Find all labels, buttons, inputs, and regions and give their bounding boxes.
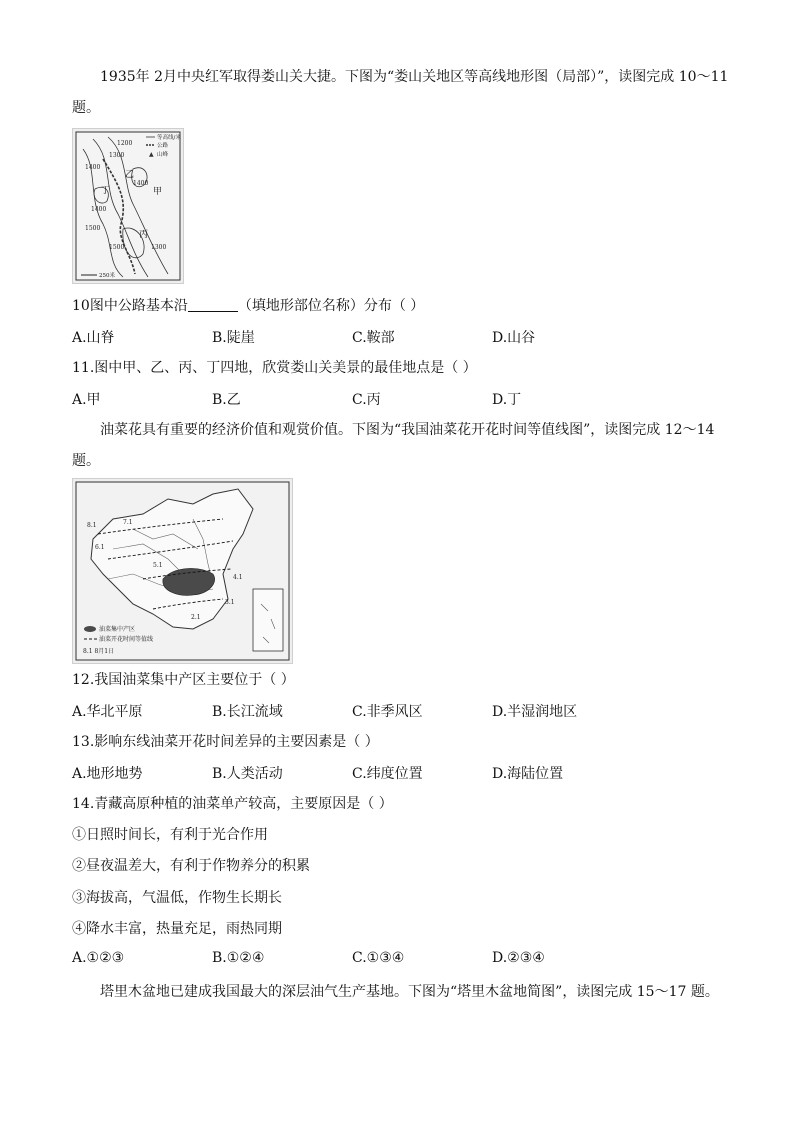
- intro-2-line-2: 题。: [72, 453, 100, 469]
- question-12-stem: 12.我国油菜集中产区主要位于（ ）: [72, 672, 295, 688]
- contour-label: 1200: [117, 140, 133, 147]
- contour-label: 1400: [85, 164, 101, 171]
- isoline-label: 5.1: [153, 562, 163, 569]
- isoline-label: 6.1: [95, 544, 105, 551]
- contour-map-figure: [72, 128, 184, 284]
- option-c: C.丙: [352, 392, 381, 408]
- contour-label: 1500: [109, 244, 125, 251]
- question-11-options: [72, 389, 672, 409]
- question-11-stem: 11.图中甲、乙、丙、丁四地，欣赏娄山关美景的最佳地点是（ ）: [72, 360, 477, 376]
- legend-contour-label: 等高线/米: [157, 135, 181, 141]
- option-a: A.华北平原: [72, 704, 143, 720]
- intro-2-line-1: 油菜花具有重要的经济价值和观赏价值。下图为“我国油菜花开花时间等值线图”，读图完成 12～14: [100, 422, 715, 438]
- option-a: A.①②③: [72, 950, 125, 966]
- option-d: D.丁: [492, 392, 522, 408]
- contour-label: 1400: [133, 180, 149, 187]
- place-label-ding: 丁: [101, 186, 111, 196]
- legend-zone-label: 油菜集中产区: [99, 626, 136, 633]
- question-14-item-4: ④降水丰富，热量充足，雨热同期: [72, 921, 282, 937]
- legend-isoline-label: 油菜开花时间等值线: [99, 636, 154, 643]
- contour-label: 1500: [85, 225, 101, 232]
- place-label-bing: 丙: [139, 230, 149, 240]
- question-13-options: [72, 763, 672, 783]
- question-14-item-1: ①日照时间长，有利于光合作用: [72, 827, 268, 843]
- option-c: C.非季风区: [352, 704, 423, 720]
- isoline-label: 8.1: [87, 522, 97, 529]
- question-14-item-2: ②昼夜温差大，有利于作物养分的积累: [72, 858, 310, 874]
- intro-1-line-1: 1935年 2月中央红军取得娄山关大捷。下图为“娄山关地区等高线地形图（局部）”，读图完成 10～11: [100, 69, 729, 85]
- question-14-stem: 14.青藏高原种植的油菜单产较高，主要原因是（ ）: [72, 796, 393, 812]
- option-a: A.地形地势: [72, 766, 143, 782]
- question-10-options: [72, 327, 672, 347]
- answer-blank: [188, 297, 238, 312]
- contour-map: [73, 129, 183, 283]
- option-d: D.海陆位置: [492, 766, 564, 782]
- isoline-label: 3.1: [225, 599, 235, 606]
- rapeseed-map: [73, 479, 292, 663]
- option-b: B.乙: [212, 392, 241, 408]
- intro-3-line-1: 塔里木盆地已建成我国最大的深层油气生产基地。下图为“塔里木盆地简图”，读图完成 15～17 题。: [100, 984, 719, 1000]
- option-d: D.②③④: [492, 950, 545, 966]
- question-14-options: [72, 950, 672, 970]
- contour-label: 1300: [151, 244, 167, 251]
- legend-example-label: 8.1 8月1日: [83, 648, 115, 655]
- svg-text:▲: ▲: [149, 151, 154, 158]
- option-a: A.山脊: [72, 330, 115, 346]
- legend-peak-label: 山峰: [157, 152, 169, 158]
- question-13-stem: 13.影响东线油菜开花时间差异的主要因素是（ ）: [72, 734, 379, 750]
- contour-label: 1400: [91, 206, 107, 213]
- intro-1-line-2: 题。: [72, 100, 100, 116]
- legend-road-label: 公路: [157, 143, 169, 149]
- option-d: D.半湿润地区: [492, 704, 578, 720]
- question-12-options: [72, 701, 672, 721]
- option-b: B.①②④: [212, 950, 265, 966]
- contour-label: 1300: [109, 152, 125, 159]
- isoline-label: 7.1: [123, 519, 133, 526]
- scale-label: 250米: [99, 273, 115, 279]
- isoline-label: 4.1: [233, 574, 243, 581]
- option-d: D.山谷: [492, 330, 536, 346]
- isoline-label: 2.1: [191, 614, 201, 621]
- question-14-item-3: ③海拔高，气温低，作物生长期长: [72, 890, 282, 906]
- option-a: A.甲: [72, 392, 101, 408]
- place-label-jia: 甲: [153, 187, 163, 197]
- option-b: B.长江流域: [212, 704, 283, 720]
- option-c: C.纬度位置: [352, 766, 423, 782]
- rapeseed-map-figure: [72, 478, 293, 664]
- question-10-stem-a: 10图中公路基本沿: [72, 298, 188, 314]
- option-c: C.①③④: [352, 950, 405, 966]
- option-c: C.鞍部: [352, 330, 395, 346]
- place-label-yi: 乙: [125, 170, 135, 180]
- option-b: B.人类活动: [212, 766, 283, 782]
- question-10-stem-b: （填地形部位名称）分布（ ）: [237, 298, 425, 314]
- question-10-stem: [72, 296, 424, 316]
- option-b: B.陡崖: [212, 330, 255, 346]
